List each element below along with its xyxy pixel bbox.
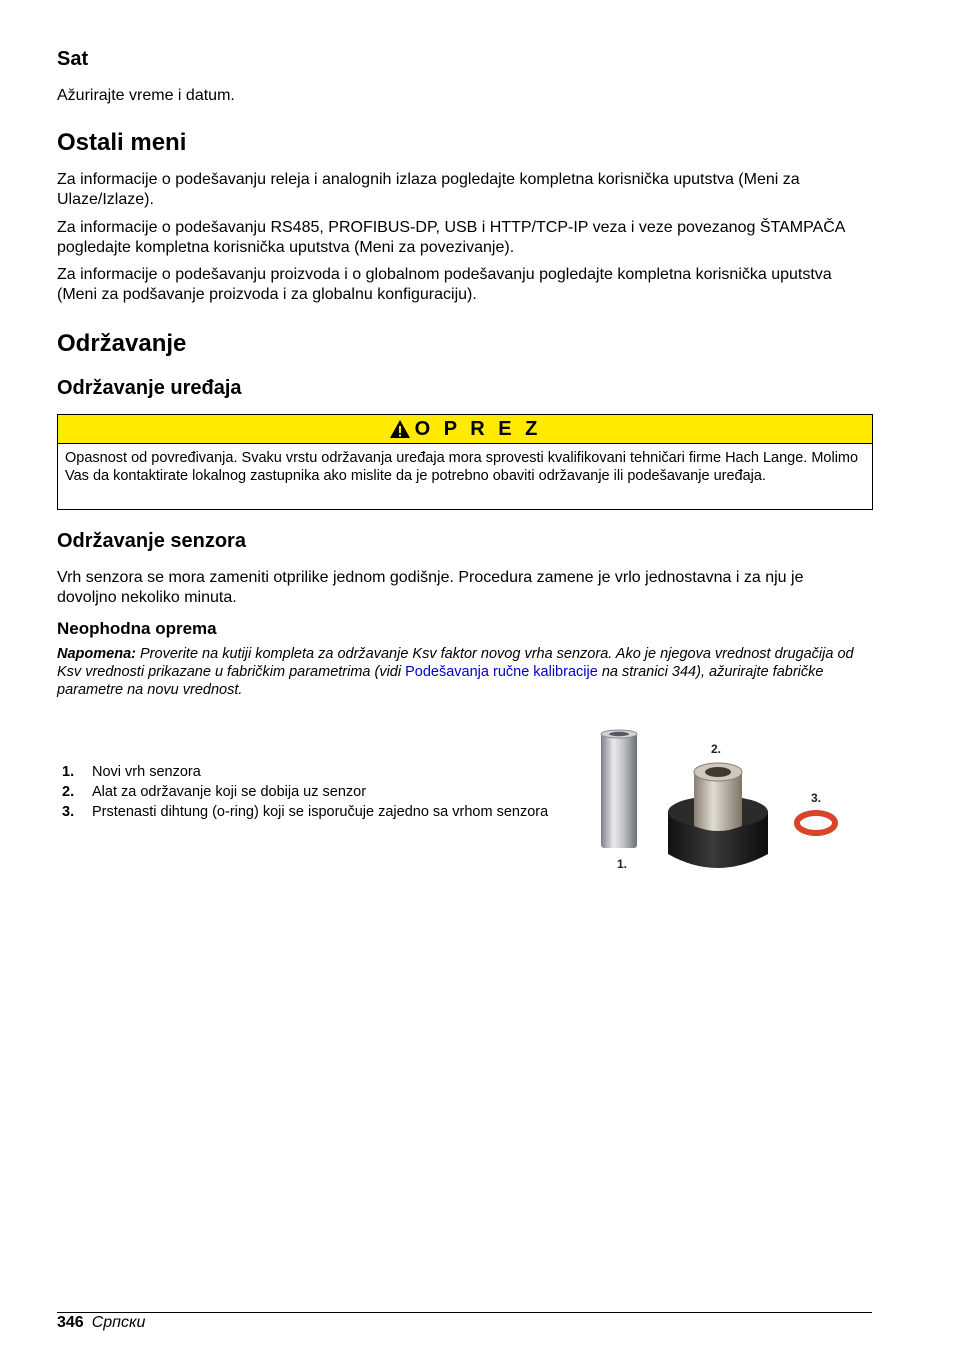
list-item-text: Novi vrh senzora xyxy=(92,764,201,780)
page-number: 346 xyxy=(57,1314,84,1331)
figure-label-2: 2. xyxy=(711,742,722,756)
figure-label-3: 3. xyxy=(811,791,822,805)
maintenance-tool-image xyxy=(668,763,768,868)
ostali-paragraph-1: Za informacije o podešavanju releja i analognih izlaza pogledajte kompletna korisnička uputstva (Meni za Ulaze/Izlaze). xyxy=(57,171,800,208)
sensor-tip-image xyxy=(601,730,637,848)
note xyxy=(57,645,872,699)
heading-neophodna-oprema: Neophodna oprema xyxy=(57,619,217,638)
note-text-2: na stranici 344), ažurirajte fabričke parametre na novu vrednost. xyxy=(57,664,824,698)
ostali-paragraph-2: Za informacije o podešavanju RS485, PROFIBUS-DP, USB i HTTP/TCP-IP veza i veze povezanog ŠTAMPAČA pogledajte kompletna korisnička uputstva (Meni za povezivanje). xyxy=(57,219,845,256)
footer-rule xyxy=(57,1312,872,1313)
heading-odrzavanje-uredjaja: Održavanje uređaja xyxy=(57,377,242,399)
equipment-list xyxy=(62,762,552,822)
heading-odrzavanje-senzora: Održavanje senzora xyxy=(57,530,246,552)
footer xyxy=(57,1313,145,1333)
sat-text: Ažurirajte vreme i datum. xyxy=(57,87,235,104)
o-ring-image xyxy=(797,813,835,833)
caution-box xyxy=(57,414,873,510)
calibration-link[interactable]: Podešavanja ručne kalibracije xyxy=(405,664,598,680)
list-item xyxy=(62,782,552,802)
ostali-paragraph-3: Za informacije o podešavanju proizvoda i o globalnom podešavanju pogledajte kompletna korisnička uputstva (Meni za podšavanje proizvoda i za globalnu konfiguraciju). xyxy=(57,266,832,303)
list-item-number: 2. xyxy=(62,784,75,800)
figure-label-1: 1. xyxy=(617,857,628,871)
list-item xyxy=(62,762,552,782)
list-item-number: 1. xyxy=(62,764,75,780)
caution-header xyxy=(58,415,872,444)
list-item-text: Prstenasti dihtung (o-ring) koji se isporučuje zajedno sa vrhom senzora xyxy=(92,804,549,820)
caution-title: O P R E Z xyxy=(414,417,542,440)
note-text-1: Proverite na kutiji kompleta za održavanje Ksv faktor novog vrha senzora. Ako je njegova vrednost drugačija od Ksv vrednosti prikazane u fabričkim parametrima (vidi xyxy=(57,646,854,680)
heading-odrzavanje: Održavanje xyxy=(57,330,187,357)
caution-text: Opasnost od povređivanja. Svaku vrstu održavanja uređaja mora sprovesti kvalifikovani tehničari firme Hach Lange. Molimo Vas da kontaktirate lokalnog zastupnika ako mislite da je potrebno obaviti održavanje ili podešavanje uređaja. xyxy=(65,450,859,484)
equipment-figure xyxy=(592,726,850,880)
heading-sat: Sat xyxy=(57,48,89,70)
list-item xyxy=(62,802,552,822)
warning-triangle-icon xyxy=(389,419,411,439)
footer-language: Српски xyxy=(91,1314,146,1331)
senzor-text: Vrh senzora se mora zameniti otprilike jednom godišnje. Procedura zamene je vrlo jednostavna i za nju je dovoljno nekoliko minuta. xyxy=(57,569,804,606)
list-item-text: Alat za održavanje koji se dobija uz senzor xyxy=(92,784,367,800)
heading-ostali-meni: Ostali meni xyxy=(57,129,187,156)
list-item-number: 3. xyxy=(62,804,75,820)
note-label: Napomena: xyxy=(57,646,136,662)
